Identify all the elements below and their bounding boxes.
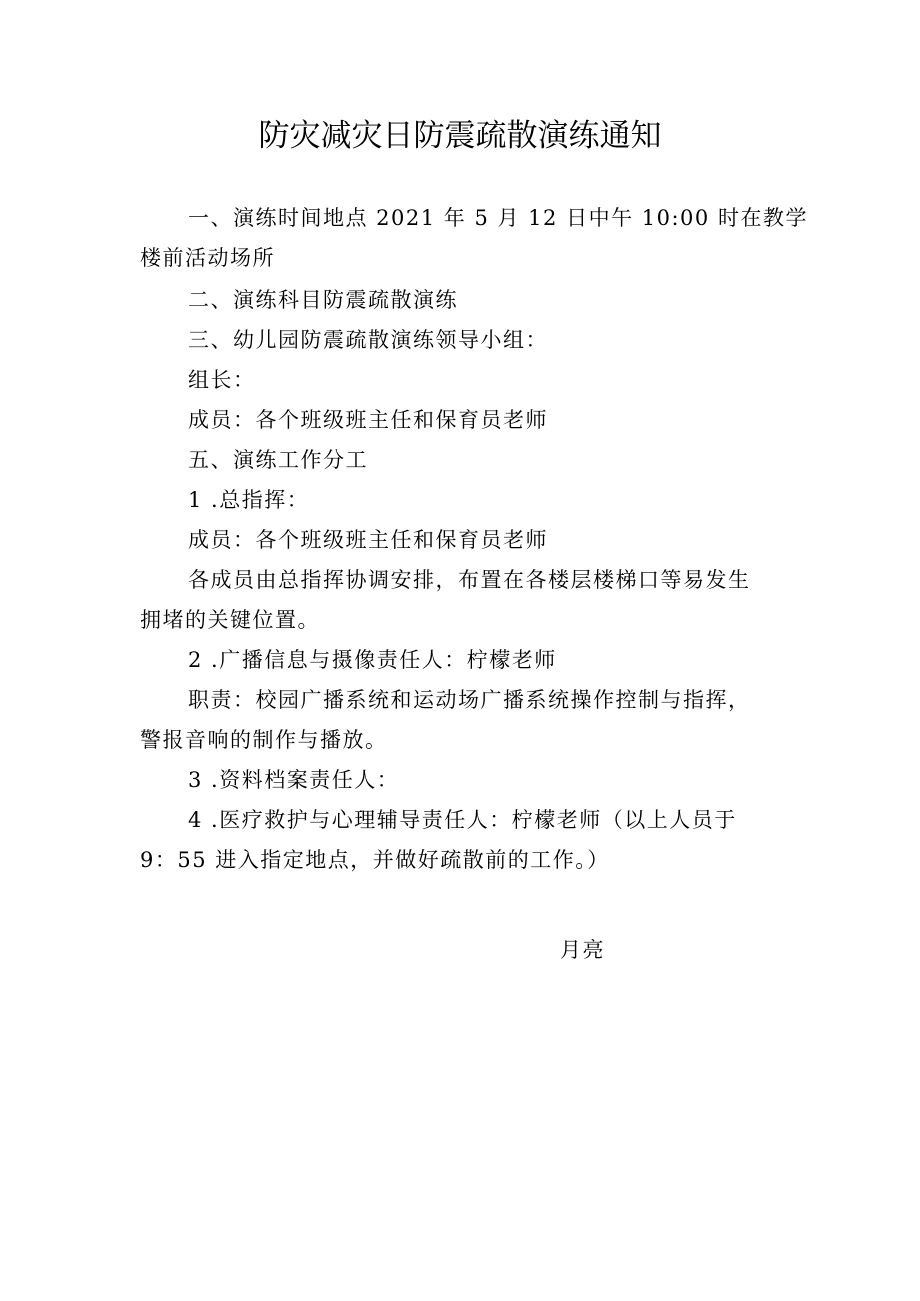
paragraph-members-1: 成员：各个班级班主任和保育员老师 — [188, 408, 548, 432]
paragraph-time-location-line2: 楼前活动场所 — [140, 246, 275, 270]
paragraph-medical-line1: 4 .医疗救护与心理辅导责任人：柠檬老师（以上人员于 — [188, 808, 737, 832]
paragraph-members-2: 成员：各个班级班主任和保育员老师 — [188, 528, 548, 552]
paragraph-archive-responsible: 3 .资料档案责任人： — [188, 768, 400, 792]
paragraph-leadership-group: 三、幼儿园防震疏散演练领导小组： — [188, 328, 548, 352]
paragraph-medical-line2: 9：55 进入指定地点，并做好疏散前的工作。） — [140, 848, 610, 872]
paragraph-arrangement-line1: 各成员由总指挥协调安排，布置在各楼层楼梯口等易发生 — [188, 568, 751, 592]
document-title: 防灾减灾日防震疏散演练通知 — [258, 118, 662, 154]
paragraph-drill-subject: 二、演练科目防震疏散演练 — [188, 288, 458, 312]
paragraph-work-division: 五、演练工作分工 — [188, 448, 368, 472]
paragraph-group-leader: 组长： — [188, 368, 256, 392]
paragraph-duties-line1: 职责：校园广播系统和运动场广播系统操作控制与指挥， — [188, 688, 751, 712]
paragraph-duties-line2: 警报音响的制作与播放。 — [140, 728, 388, 752]
paragraph-time-location-line1: 一、演练时间地点 2021 年 5 月 12 日中午 10:00 时在教学 — [188, 206, 808, 230]
paragraph-broadcast-responsible: 2 .广播信息与摄像责任人：柠檬老师 — [188, 648, 557, 672]
paragraph-chief-commander: 1 .总指挥： — [188, 488, 310, 512]
paragraph-arrangement-line2: 拥堵的关键位置。 — [140, 608, 320, 632]
signature: 月亮 — [560, 938, 605, 962]
